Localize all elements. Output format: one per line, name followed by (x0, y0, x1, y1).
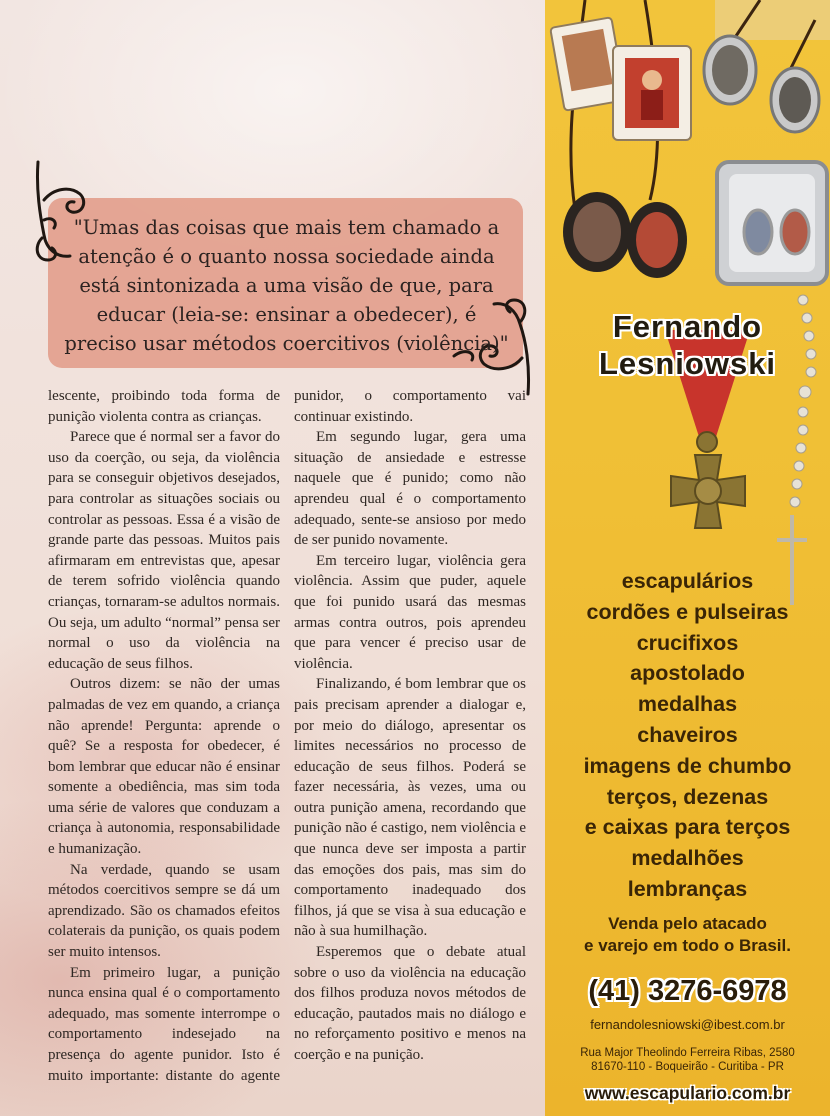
article-paragraph: lescente, proibindo toda forma de punição violenta contra as crianças. (48, 388, 280, 425)
product-item: crucifixos (636, 630, 739, 655)
article-paragraph: Esperemos que o debate atual sobre o uso da violência na educação dos filhos produza novos métodos de educação, pautados mais no diálogo e no reforçamento positivo e menos na coerção e na punição. (294, 944, 526, 1063)
product-item: medalhões (631, 846, 744, 871)
product-item: escapulários (621, 569, 754, 593)
article-paragraph: Em segundo lugar, gera uma situação de ansiedade e estresse naquele que é punido; como não aprendeu qual é o comportamento adequado, sente-se ansioso por medo de ser punido novamente. (294, 429, 526, 549)
article-body (48, 386, 526, 1086)
advertisement (545, 0, 830, 1116)
medal-pendant-icon (704, 36, 756, 104)
address-line: Rua Major Theolindo Ferreira Ribas, 2580 (580, 1047, 795, 1059)
rosary-box-icon (717, 162, 827, 284)
article-paragraph: Finalizando, é bom lembrar que os pais precisam aprender a dialogar e, por meio do diálogo, apresentar os limites necessários no processo de educação de seus filhos. Poderá se fazer necessária, às vezes, uma ou outra punição amena, recordando que punição não é castigo, nem violência e que nunca deve ser imposta a partir das emoções dos pais, mas sim do comportamento inadequado dos filhos, já que se visa à sua educação e não à sua humilhação. (294, 676, 526, 940)
medal-pendant-icon (771, 68, 819, 132)
sale-line: e varejo em todo o Brasil. (584, 936, 791, 955)
brand-name-first: Fernando (612, 309, 763, 344)
sale-line: Venda pelo atacado (608, 914, 767, 933)
article-paragraph: Parece que é normal ser a favor do uso da coerção, ou seja, da violência para se conseguir objetivos desejados, para controlar as situações sociais ou controlar as pessoas. Essa é a visão de grande parte das pessoas. Muitos pais afirmaram em entrevistas que, apesar de terem sofrido violência quando crianças, tornaram-se adultos normais. Ou seja, um adulto “normal” pensa ser normal o uso da violência na educação de seus filhos. (48, 429, 281, 672)
product-item: imagens de chumbo (583, 753, 792, 778)
cross-medal-icon (671, 432, 745, 528)
pull-quote: "Umas das coisas que mais tem chamado a atenção é o quanto nossa sociedade ainda está sintonizada a uma visão de que, para educar (leia-se: ensinar a obedecer), é preciso usar métodos coercitivos (violência)" (64, 216, 509, 355)
sale-info (545, 913, 830, 957)
article-paragraph: Em primeiro lugar, a punição nunca ensina qual é o comportamento adequado, mas somente interrompe o comportamento indesejado na presença do agente punidor. Isto é muito importante: distante do agente punidor, o comportamento vai continuar existindo. (48, 388, 526, 1084)
product-item: terços, dezenas (606, 784, 769, 809)
address-line: 81670-110 - Boqueirão - Curitiba - PR (591, 1061, 784, 1073)
product-item: cordões e pulseiras (586, 599, 789, 624)
website-link[interactable]: www.escapulario.com.br (584, 1083, 791, 1103)
article-paragraph: Outros dizem: se não der umas palmadas de vez em quando, a criança não aprende! Pergunta: aprende o quê? Se a resposta for obedecer, é bom lembrar que educar não é ensinar somente a obediência, mas sim toda uma série de valores que conduzam a criança à autonomia, responsabilidade e humanização. (48, 676, 280, 858)
email-address[interactable]: fernandolesniowski@ibest.com.br (590, 1017, 785, 1032)
medal-pendant-icon (563, 192, 631, 272)
phone-number[interactable]: (41) 3276-6978 (588, 975, 787, 1007)
scapular-card-icon (613, 46, 691, 140)
street-address (545, 1046, 830, 1074)
product-item: lembranças (627, 876, 748, 901)
product-item: e caixas para terços (584, 815, 791, 840)
product-list (545, 566, 830, 905)
article-paragraph: Na verdade, quando se usam métodos coercitivos sempre se dá um aprendizado. São os chamados efeitos colaterais da punição, os quais podem ser muito intensos. (48, 861, 280, 961)
medal-pendant-icon (627, 202, 687, 278)
article-paragraph: Em terceiro lugar, violência gera violência. Assim que puder, aquele que foi punido usará das mesmas armas contra outros, pois aprendeu que para vencer é preciso usar de violência. (294, 552, 526, 672)
product-item: medalhas (637, 692, 738, 717)
brand-name (545, 308, 830, 382)
brand-name-last: Lesniowski (598, 346, 777, 381)
product-item: apostolado (630, 661, 745, 686)
product-item: chaveiros (637, 722, 738, 747)
